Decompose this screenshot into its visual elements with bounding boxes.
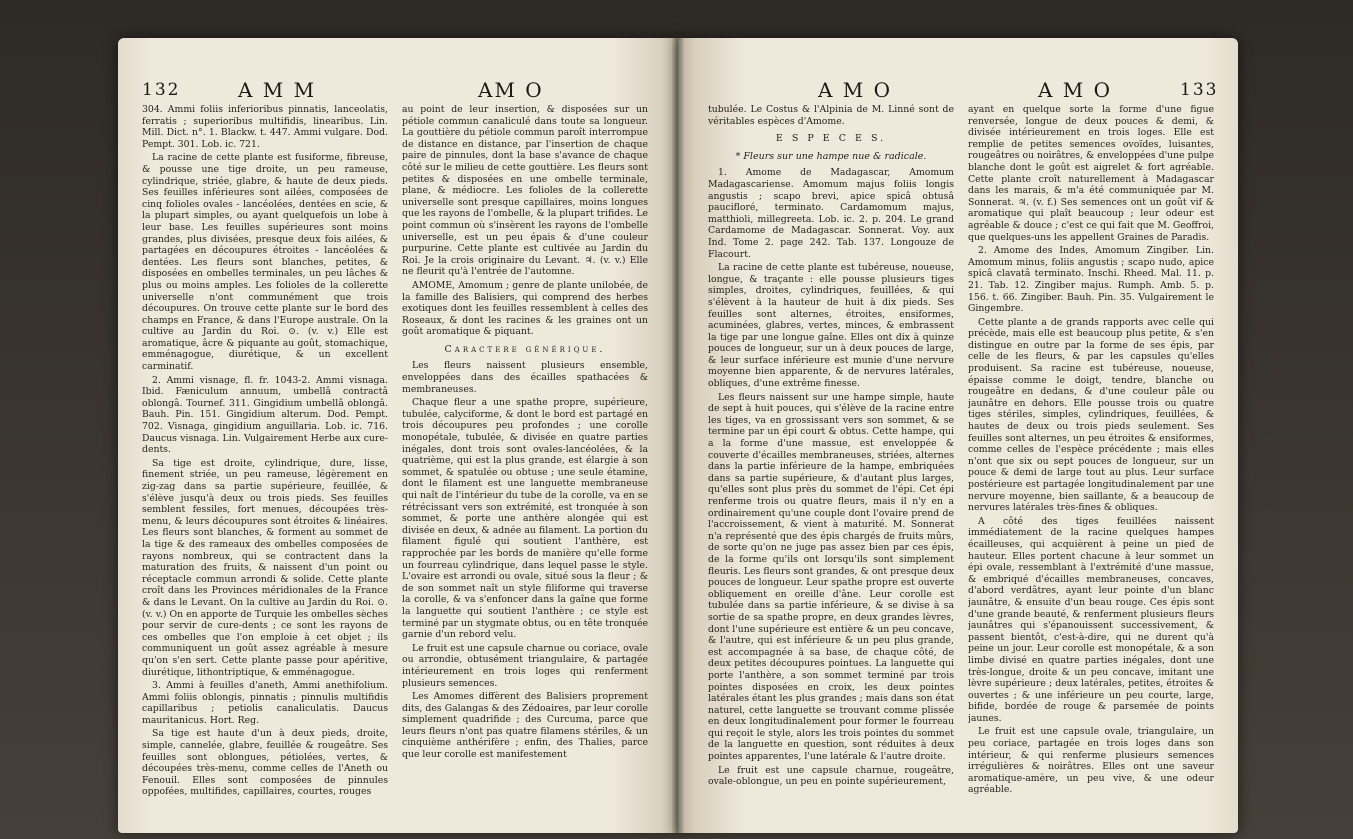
- left-page-number: 132: [142, 80, 181, 100]
- left-header-word-right: AM O: [478, 78, 544, 102]
- paragraph: ayant en quelque sorte la forme d'une figue renversée, longue de deux pouces & demi, & divisée intérieurement en trois loges. Elle est remplie de petites semences ovoïdes, luisantes, rougeâtres ou noirâtres, & enveloppées d'une pulpe blanche dont le goût est aigrelet & fort agréable. Cette plante croît naturellement à Madagascar dans les marais, & m'a été communiquée par M. Sonnerat. ♃. (v. f.) Ses semences ont un goût vif & aromatique qui plaît beaucoup ; leur odeur est agréable & douce ; c'est ce qui fait que M. Geoffroi, que quelques-uns les appellent Graines de Paradis.: [968, 104, 1214, 243]
- paragraph: 2. Ammi visnage, fl. fr. 1043-2. Ammi visnaga. Ibid. Fæniculum annuum, umbellâ contractâ oblongâ. Tournef. 311. Gingidium umbellâ oblongâ. Bauh. Pin. 151. Gingidium alterum. Dod. Pempt. 702. Visnaga, gingidium anguillaria. Lob. ic. 716. Daucus visnaga. Lin. Vulgairement Herbe aux cure-dents.: [142, 374, 388, 456]
- right-column-1: [708, 104, 954, 824]
- right-page-number: 133: [1180, 80, 1219, 100]
- paragraph: 3. Ammi à feuilles d'aneth, Ammi anethifolium. Ammi foliis oblongis, pinnatis ; pinnulis multifidis capillaribus ; petiolis canaliculatis. Daucus mauritanicus. Hort. Reg.: [142, 680, 388, 726]
- left-column-1: [142, 104, 388, 824]
- left-page: [118, 38, 678, 833]
- paragraph: A côté des tiges feuillées naissent immédiatement de la racine quelques hampes écailleuses, qui acquièrent à peine un pied de hauteur. Elles portent chacune à leur sommet un épi ovale, ressemblant à l'extrémité d'une massue, & embriqué d'écailles membraneuses, concaves, d'abord verdâtres, ayant leur pointe d'un blanc jaunâtre, & ensuite d'un beau rouge. Ces épis sont d'une grande beauté, & renferment plusieurs fleurs jaunâtres qui s'épanouissent successivement, & passent bientôt, c'est-à-dire, qui ne durent qu'à peine un jour. Leur corolle est monopétale, & a son limbe divisé en quatre parties inégales, dont une très-longue, droite & un peu concave, imitant une lèvre supérieure ; deux latérales, petites, étroites & ouvertes ; & une inférieure un peu courte, large, bifide, bordée de rouge & parsemée de points jaunes.: [968, 515, 1214, 724]
- book-gutter: [672, 38, 684, 833]
- paragraph: Le fruit est une capsule ovale, triangulaire, un peu coriace, partagée en trois loges dans son intérieur, & qui renferme plusieurs semences irrégulières & noirâtres. Elles ont une saveur aromatique-amère, un peu vive, & une odeur agréable.: [968, 726, 1214, 796]
- section-heading: Caractere générique.: [444, 343, 606, 355]
- paragraph: La racine de cette plante est fusiforme, fibreuse, & pousse une tige droite, un peu rameuse, cylindrique, striée, glabre, & haute de deux pieds. Ses feuilles inférieures sont ailées, composées de cinq folioles ovales - lancéolées, dentées en scie, & la plupart simples, ou ayant quelquefois un lobe à leur base. Les feuilles supérieures sont moins grandes, plus divisées, presque deux fois ailées, & partagées en découpures étroites - lancéolées & dentées. Les fleurs sont blanches, petites, & disposées en ombelles terminales, un peu lâches & plus ou moins amples. Les folioles de la collerette universelle n'ont communément que trois découpures. On trouve cette plante sur le bord des champs en France, & dans l'Europe australe. On la cultive au Jardin du Roi. ⊙. (v. v.) Elle est aromatique, âcre & piquante au goût, stomachique, emménagogue, diurétique, & un excellent carminatif.: [142, 152, 388, 373]
- paragraph: AMOME, Amomum ; genre de plante unilobée, de la famille des Balisiers, qui comprend des herbes exotiques dont les feuilles ressemblent à celles des Roseaux, & dont les racines & les graines ont un goût aromatique & piquant.: [402, 279, 648, 338]
- paragraph: Cette plante a de grands rapports avec celle qui précède, mais elle est beaucoup plus petite, & s'en distingue en outre par la forme de ses épis, par celle de les fleurs, & par les capsules qu'elles produisent. Sa racine est tubéreuse, noueuse, épaisse comme le doigt, tendre, blanche ou rougeâtre en dedans, & d'une couleur pâle ou jaunâtre en dehors. Elle pousse trois ou quatre tiges stériles, simples, cylindriques, feuillées, & hautes de deux ou trois pieds seulement. Ses feuilles sont alternes, un peu étroites & ensiformes, comme celles de l'espèce précédente ; mais elles n'ont que six ou sept pouces de longueur, sur un pouce & demi de large tout au plus. Leur surface postérieure est partagée longitudinalement par une nervure moyenne, bien saillante, & a beaucoup de nervures latérales très-fines & obliques.: [968, 316, 1214, 514]
- paragraph: Les fleurs naissent sur une hampe simple, haute de sept à huit pouces, qui s'élève de la racine entre les tiges, va en grossissant vers son sommet, & se termine par un épi court & obtus. Cette hampe, qui a la forme d'une massue, est enveloppée & couverte d'écailles membraneuses, striées, alternes dans la partie inférieure de la hampe, embriquées dans sa partie supérieure, & d'autant plus larges, qu'elles sont plus près du sommet de l'épi. Cet épi renferme trois ou quatre fleurs, mais il n'y en a ordinairement qu'une couple dont l'ovaire prend de l'accroissement, & vient à maturité. M. Sonnerat n'a représenté que des épis chargés de fruits mûrs, de sorte qu'on ne juge pas assez bien par ces épis, de la forme qu'ils ont lorsqu'ils sont simplement fleuris. Les fleurs sont grandes, & ont presque deux pouces de longueur. Leur spathe propre est ouverte obliquement en oreille d'âne. Leur corolle est tubulée dans sa partie inférieure, & se divise à sa sortie de sa spathe propre, en deux grandes lèvres, dont l'une supérieure est entière & un peu concave, & l'autre, qui est inférieure & un peu plus grande, est accompagnée à sa base, de chaque côté, de deux petites découpures pointues. La languette qui porte l'anthère, a son sommet terminé par trois pointes disposées en croix, les deux pointes latérales étant les plus grandes ; mais dans son état naturel, cette languette se trouvant comme plissée en deux longitudinalement pour former le fourreau qui reçoit le style, alors les trois pointes du sommet de la languette en question, sont réduites à deux pointes apparentes, l'une latérale & l'autre droite.: [708, 391, 954, 763]
- paragraph: Les fleurs naissent plusieurs ensemble, enveloppées dans des écailles spathacées & membraneuses.: [402, 360, 648, 395]
- paragraph: tubulée. Le Costus & l'Alpinia de M. Linné sont de véritables espèces d'Amome.: [708, 104, 954, 127]
- section-heading: E S P E C E S.: [775, 133, 887, 145]
- paragraph: Les Amomes diffèrent des Balisiers proprement dits, des Galangas & des Zédoaires, par leur corolle simplement quadrifide ; des Curcuma, parce que leurs fleurs n'ont pas quatre filamens stériles, & un cinquième anthérifère ; enfin, des Thalies, parce que leur corolle est manifestement: [402, 691, 648, 761]
- paragraph: Le fruit est une capsule charnue ou coriace, ovale ou arrondie, obtusément triangulaire, & partagée intérieurement en trois loges qui renferment plusieurs semences.: [402, 642, 648, 689]
- paragraph: 1. Amome de Madagascar, Amomum Madagascariense. Amomum majus foliis longis angustis ; scapo brevi, apice spicâ obtusâ paucifloré, terminato. Cardamomum majus, matthioli, millegreeta. Lob. ic. 2. p. 204. Le grand Cardamome de Madagascar. Sonnerat. Voy. aux Ind. Tome 2. page 242. Tab. 137. Longouze de Flacourt.: [708, 167, 954, 260]
- left-column-2: [402, 104, 648, 824]
- left-header-word: A M M: [238, 78, 317, 102]
- paragraph: Le fruit est une capsule charnue, rougeâtre, ovale-oblongue, un peu en pointe supérieurement,: [708, 764, 954, 788]
- paragraph: Chaque fleur a une spathe propre, supérieure, tubulée, calyciforme, & dont le bord est partagé en trois découpures peu profondes ; une corolle monopétale, tubulée, & divisée en quatre parties inégales, dont trois sont ovales-lancéolées, & la quatrième, qui est la plus grande, est élargie à son sommet, & spatulée ou obtuse ; une seule étamine, dont le filament est une languette membraneuse qui naît de l'intérieur du tube de la corolle, va en se rétrécissant vers son extrémité, est tronquée à son sommet, & porte une anthère alongée qui est divisée en deux, & adnée au filament. La portion du filament figulé qui soutient l'anthère, est rapprochée par les bords de manière qu'elle forme un fourreau cylindrique, dans lequel passe le style. L'ovaire est arrondi ou ovale, situé sous la fleur ; & de son sommet naît un style filiforme qui traverse la corolle, & va s'enfoncer dans la gaîne que forme la languette qui soutient l'anthère ; ce style est terminé par un stygmate obtus, ou en tête tronquée garnie d'un rebord velu.: [402, 397, 648, 641]
- paragraph: La racine de cette plante est tubéreuse, noueuse, longue, & traçante : elle pousse plusieurs tiges simples, droites, cylindriques, feuillées, & qui s'élèvent à la hauteur de huit à dix pieds. Ses feuilles sont alternes, étroites, ensiformes, acuminées, glabres, vertes, minces, & embrassent la tige par une longue gaîne. Elles ont dix à quinze pouces de longueur, sur un à deux pouces de large, & leur surface inférieure est munie d'une nervure moyenne bien apparente, & de nervures latérales, obliques, d'une extrême finesse.: [708, 262, 954, 390]
- right-header-word-right: A M O: [1038, 78, 1113, 102]
- subsection-heading: * Fleurs sur une hampe nue & radicale.: [735, 150, 927, 162]
- paragraph: Sa tige est haute d'un à deux pieds, droite, simple, cannelée, glabre, feuillée & rougeâtre. Ses feuilles sont oblongues, pétiolées, vertes, & découpées très-menu, comme celles de l'Aneth ou Fenouil. Elles sont composées de pinnules oppofées, multifides, capillaires, courtes, rouges: [142, 728, 388, 798]
- paragraph: 304. Ammi foliis inferioribus pinnatis, lanceolatis, ferratis ; superioribus multifidis, linearibus. Lin. Mill. Dict. n°. 1. Blackw. t. 447. Ammi vulgare. Dod. Pempt. 301. Lob. ic. 721.: [142, 104, 388, 150]
- right-column-2: [968, 104, 1214, 824]
- right-header-word: A M O: [818, 78, 893, 102]
- paragraph: au point de leur insertion, & disposées sur un pétiole commun canaliculé dans toute sa longueur. La gouttière du pétiole commun paroît interrompue de distance en distance, par l'insertion de chaque paire de pinnules, dont la base s'avance de chaque côté sur le milieu de cette gouttière. Les fleurs sont petites & disposées en une ombelle terminale, plane, & médiocre. Les folioles de la collerette universelle sont presque capillaires, moins longues que les rayons de l'ombelle, & la plupart trifides. Le point commun où s'insèrent les rayons de l'ombelle universelle, est un peu épais & d'une couleur purpurine. Cette plante est cultivée au Jardin du Roi. Je la crois originaire du Levant. ♃. (v. v.) Elle ne fleurit qu'à l'entrée de l'automne.: [402, 104, 648, 278]
- right-page: [678, 38, 1238, 833]
- paragraph: Sa tige est droite, cylindrique, dure, lisse, finement striée, un peu rameuse, légèrement en zig-zag dans sa partie supérieure, feuillée, & s'élève jusqu'à deux ou trois pieds. Ses feuilles semblent fessiles, fort menues, découpées très-menu, & leurs découpures sont étroites & linéaires. Les fleurs sont blanches, & forment au sommet de la tige & des rameaux des ombelles composées de rayons nombreux, qui se contractent dans la maturation des fruits, & naissent d'un point ou réceptacle commun arrondi & solide. Cette plante croît dans les Provinces méridionales de la France & dans le Levant. On la cultive au Jardin du Roi. ⊙. (v. v.) On en apporte de Turquie les ombelles sèches pour servir de cure-dents ; ce sont les rayons de ces ombelles que l'on emploie à cet objet ; ils communiquent un goût assez agréable à mesure qu'on s'en sert. Cette plante passe pour apéritive, diurétique, lithontriptique, & emménagogue.: [142, 457, 388, 678]
- paragraph: 2. Amome des Indes, Amomum Zingiber. Lin. Amomum minus, foliis angustis ; scapo nudo, apice spicâ clavatâ terminato. Inschi. Rheed. Mal. 11. p. 21. Tab. 12. Zingiber majus. Rumph. Amb. 5. p. 156. t. 66. Zingiber. Bauh. Pin. 35. Vulgairement le Gingembre.: [968, 245, 1214, 315]
